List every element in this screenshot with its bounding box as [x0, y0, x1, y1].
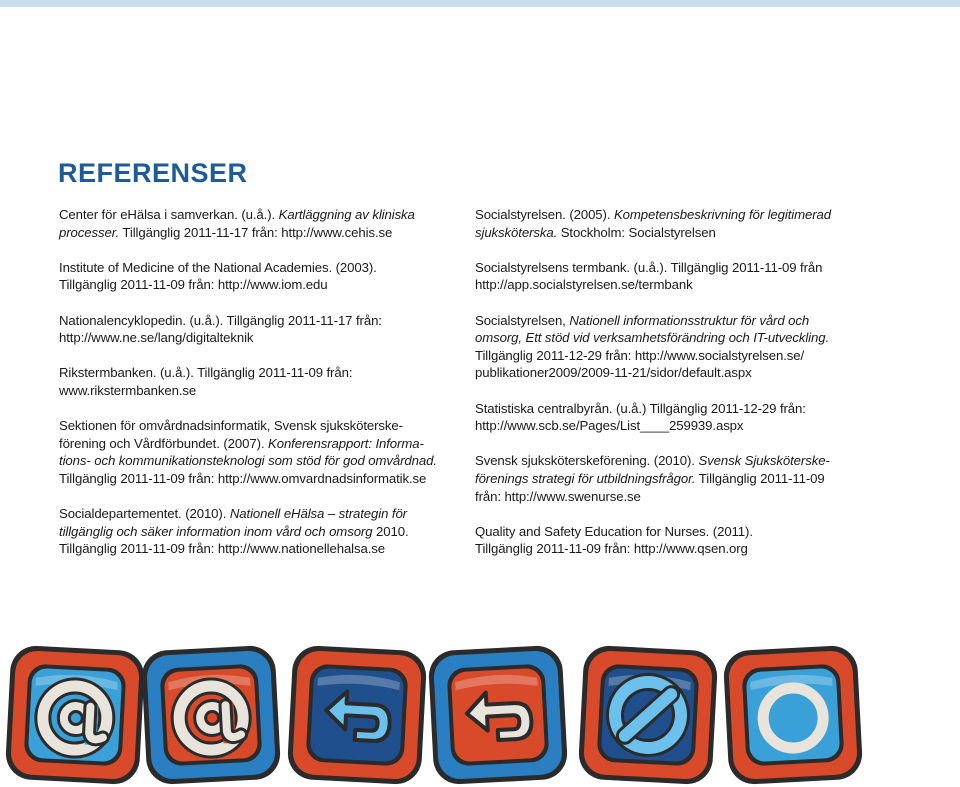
reference-entry	[475, 400, 895, 435]
reference-entry	[475, 523, 895, 558]
references-right-column	[475, 206, 895, 575]
reference-line	[475, 488, 895, 506]
reference-line	[475, 276, 895, 294]
reference-text: Socialstyrelsen. (2005).	[475, 207, 614, 222]
no-entry-icon	[573, 640, 723, 787]
reference-line	[59, 452, 459, 470]
reference-title-text: sjuksköterska.	[475, 224, 558, 240]
reference-title-text: omsorg, Ett stöd vid verksamhetsförändring och IT-utveckling.	[475, 330, 830, 346]
reference-line	[59, 417, 459, 435]
reference-title-text: tillgänglig och säker information inom vård och omsorg	[59, 523, 373, 539]
reference-line	[475, 417, 895, 435]
reference-text: 2010.	[372, 523, 409, 539]
reference-title-text: Konferensrapport: Informa-	[268, 435, 424, 451]
reference-line	[59, 382, 459, 400]
reference-line	[475, 364, 895, 382]
at-icon	[0, 640, 150, 787]
reference-line	[475, 224, 895, 242]
reference-entry	[475, 452, 895, 505]
reference-text: Statistiska centralbyrån. (u.å.) Tillgänglig 2011-12-29 från:	[475, 400, 806, 416]
reference-entry	[59, 417, 459, 487]
reference-text: Tillgänglig 2011-11-17 från: http://www.cehis.se	[119, 224, 393, 240]
reference-title-text: Nationell eHälsa – strategin för	[229, 506, 407, 522]
reference-line	[59, 435, 459, 453]
page-title: REFERENSER	[58, 158, 248, 188]
reference-text: http://app.socialstyrelsen.se/termbank	[475, 277, 693, 293]
reference-line	[59, 540, 459, 558]
reference-title-text: Svensk Sjuksköterske-	[698, 453, 830, 469]
reference-line	[475, 523, 895, 541]
reference-line	[59, 523, 459, 541]
reference-text: Sektionen för omvårdnadsinformatik, Svensk sjuksköterske-	[59, 418, 403, 434]
reference-line	[475, 400, 895, 418]
reference-text: Rikstermbanken. (u.å.). Tillgänglig 2011-11-09 från:	[59, 365, 353, 381]
partial-icon	[718, 640, 868, 787]
reference-entry	[59, 364, 459, 399]
reference-title-text: Kompetensbeskrivning för legitimerad	[613, 207, 832, 222]
reference-text: publikationer2009/2009-11-21/sidor/default.aspx	[475, 365, 752, 381]
reference-text: Tillgänglig 2011-11-09	[695, 470, 825, 486]
reference-text: Institute of Medicine of the National Academies. (2003).	[59, 259, 377, 275]
reference-text: http://www.scb.se/Pages/List____259939.aspx	[475, 418, 744, 434]
reference-entry	[59, 206, 459, 241]
reference-title-text: processer.	[59, 224, 120, 240]
reference-line	[59, 206, 459, 224]
reference-entry	[59, 312, 459, 347]
reference-line	[475, 347, 895, 365]
reference-entry	[475, 259, 895, 294]
decorative-icon-strip	[0, 640, 960, 787]
reference-entry	[59, 505, 459, 558]
reference-line	[475, 259, 895, 277]
reference-text: Quality and Safety Education for Nurses. (2011).	[475, 523, 753, 539]
reference-text: Tillgänglig 2011-11-09 från: http://www.nationellehalsa.se	[59, 541, 386, 557]
reference-text: www.rikstermbanken.se	[59, 382, 197, 398]
top-accent-bar	[0, 0, 960, 7]
reference-text: Tillgänglig 2011-11-09 från: http://www.iom.edu	[59, 277, 328, 293]
reference-line	[59, 329, 459, 347]
arrow-left-icon	[423, 640, 573, 787]
reference-title-text: Kartläggning av kliniska	[278, 207, 415, 222]
at-icon	[136, 640, 286, 787]
reference-text: Stockholm: Socialstyrelsen	[557, 224, 716, 240]
reference-line	[475, 540, 895, 558]
reference-text: Tillgänglig 2011-11-09 från: http://www.omvardnadsinformatik.se	[59, 470, 427, 486]
reference-line	[475, 329, 895, 347]
reference-line	[475, 206, 895, 224]
reference-text: Svensk sjuksköterskeförening. (2010).	[475, 453, 699, 469]
reference-text: förening och Vårdförbundet. (2007).	[59, 435, 269, 451]
reference-line	[59, 505, 459, 523]
reference-text: Socialdepartementet. (2010).	[59, 506, 230, 522]
reference-entry	[59, 259, 459, 294]
reference-text: Center för eHälsa i samverkan. (u.å.).	[59, 207, 279, 222]
reference-line	[59, 224, 459, 242]
reference-text: Nationalencyklopedin. (u.å.). Tillgänglig 2011-11-17 från:	[59, 312, 382, 328]
reference-line	[475, 312, 895, 330]
arrow-left-icon	[282, 640, 432, 787]
reference-line	[59, 259, 459, 277]
reference-text: Socialstyrelsens termbank. (u.å.). Tillgänglig 2011-11-09 från	[475, 259, 823, 275]
reference-text: Socialstyrelsen,	[475, 312, 570, 328]
reference-line	[59, 470, 459, 488]
reference-title-text: Nationell informationsstruktur för vård och	[569, 312, 810, 328]
reference-entry	[475, 312, 895, 382]
reference-entry	[475, 206, 895, 241]
reference-text: Tillgänglig 2011-11-09 från: http://www.qsen.org	[475, 541, 748, 557]
reference-title-text: tions- och kommunikationsteknologi som stöd för god omvårdnad.	[59, 453, 437, 469]
reference-line	[475, 470, 895, 488]
reference-line	[475, 452, 895, 470]
reference-text: från: http://www.swenurse.se	[475, 488, 641, 504]
reference-line	[59, 276, 459, 294]
reference-text: http://www.ne.se/lang/digitalteknik	[59, 330, 254, 346]
reference-title-text: förenings strategi för utbildningsfrågor.	[475, 470, 696, 486]
reference-text: Tillgänglig 2011-12-29 från: http://www.socialstyrelsen.se/	[475, 347, 805, 363]
references-left-column	[59, 206, 459, 575]
reference-line	[59, 364, 459, 382]
reference-line	[59, 312, 459, 330]
